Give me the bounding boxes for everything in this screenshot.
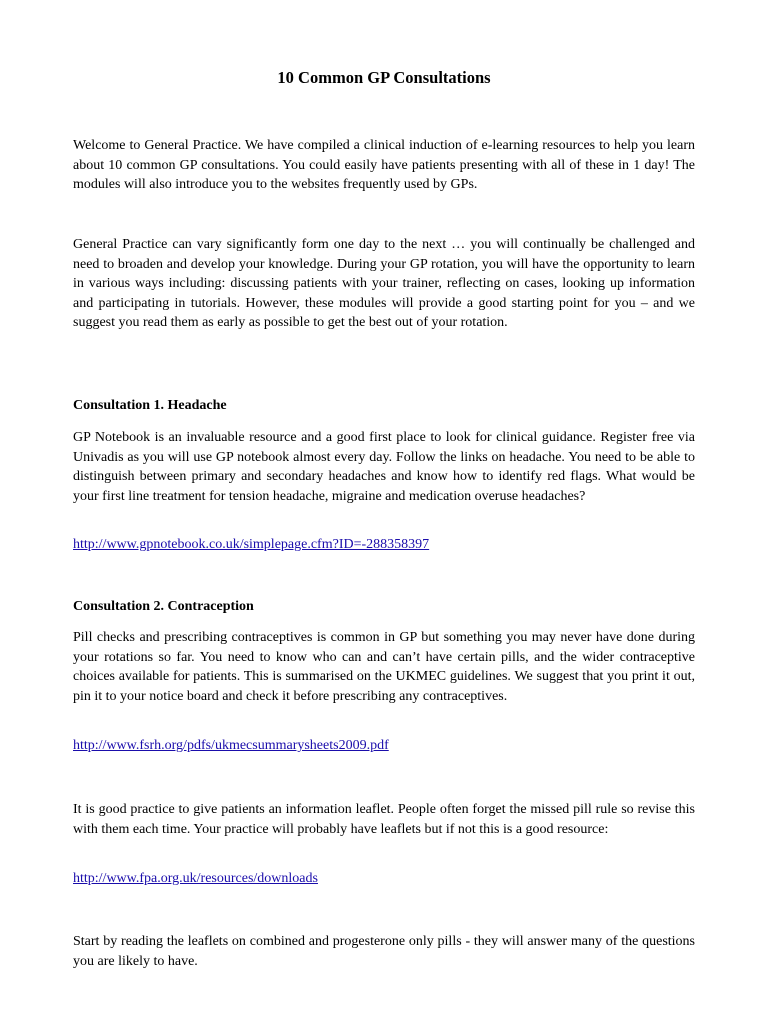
- gpnotebook-link[interactable]: http://www.gpnotebook.co.uk/simplepage.cfm?ID=-288358397: [73, 537, 430, 552]
- consultation-2-link-line-2: [73, 869, 695, 889]
- consultation-1-heading: Consultation 1. Headache: [73, 398, 227, 413]
- consultation-2-paragraph-2: It is good practice to give patients an information leaflet. People often forget the missed pill rule so revise this with them each time. Your practice will probably have leaflets but if not this is a good resource:: [73, 802, 695, 837]
- consultation-2-paragraph-1: Pill checks and prescribing contraceptives is common in GP but something you may never have done during your rotations so far. You need to know who can and can’t have certain pills, and the wider contraceptive choices available for patients. This is summarised on the UKMEC guidelines. We suggest that you print it out, pin it to your notice board and check it before prescribing any contraceptives.: [73, 630, 695, 704]
- consultation-1-paragraph: GP Notebook is an invaluable resource and a good first place to look for clinical guidance. Register free via Univadis as you will use GP notebook almost every day. Follow the links on headache. You need to be able to distinguish between primary and secondary headaches and know how to identify red flags. What would be your first line treatment for tension headache, migraine and medication overuse headaches?: [73, 430, 695, 504]
- page-title: 10 Common GP Consultations: [277, 68, 491, 87]
- consultation-2-link-line-1: [73, 736, 695, 756]
- intro-paragraph-1: Welcome to General Practice. We have compiled a clinical induction of e-learning resources to help you learn about 10 common GP consultations. You could easily have patients presenting with all of these in 1 day! The modules will also introduce you to the websites frequently used by GPs.: [73, 138, 695, 192]
- consultation-2-heading: Consultation 2. Contraception: [73, 599, 254, 614]
- consultation-1-link-line: [73, 535, 695, 555]
- intro-paragraph-2: General Practice can vary significantly form one day to the next … you will continually be challenged and need to broaden and develop your knowledge. During your GP rotation, you will have the opportunity to learn in various ways including: discussing patients with your trainer, reflecting on cases, looking up information and participating in tutorials. However, these modules will provide a good starting point for you – and we suggest you read them as early as possible to get the best out of your rotation.: [73, 237, 695, 330]
- fsrh-ukmec-link[interactable]: http://www.fsrh.org/pdfs/ukmecsummarysheets2009.pdf: [73, 738, 389, 753]
- consultation-2-paragraph-3: Start by reading the leaflets on combined and progesterone only pills - they will answer many of the questions you are likely to have.: [73, 934, 695, 969]
- fpa-downloads-link[interactable]: http://www.fpa.org.uk/resources/downloads: [73, 871, 318, 886]
